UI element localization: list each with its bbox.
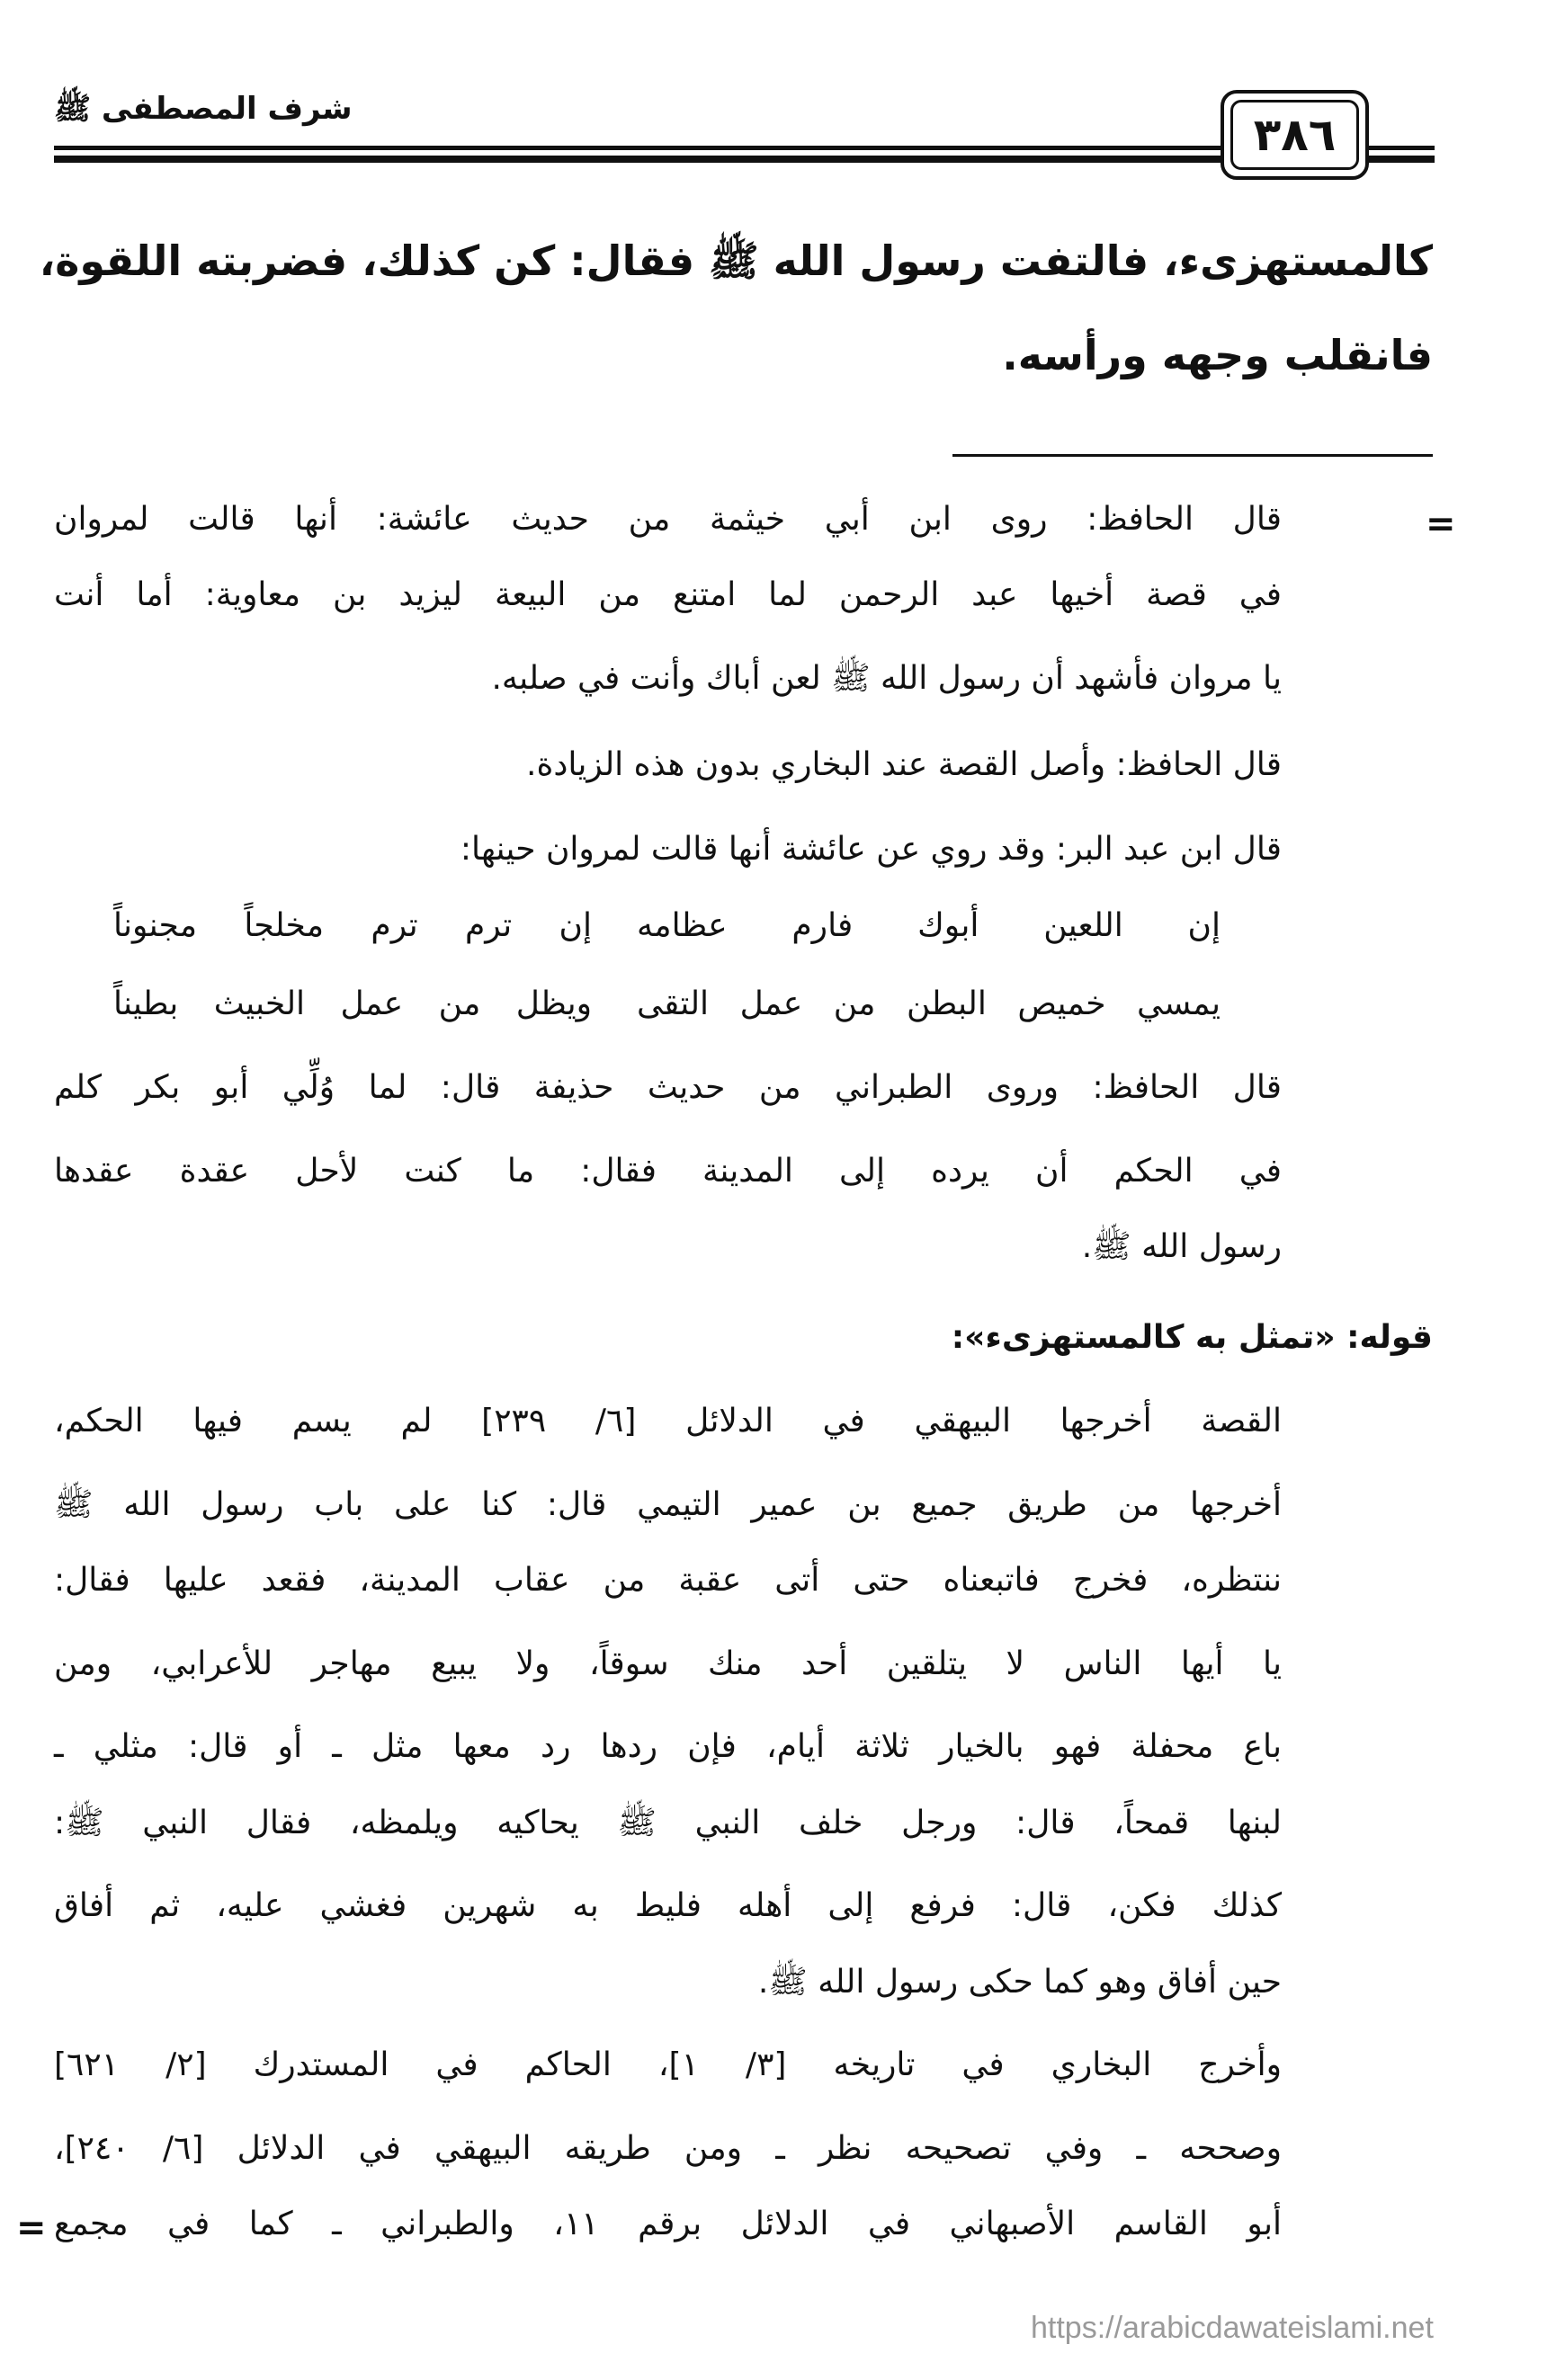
footnote-line: أخرجها من طريق جميع بن عمير التيمي قال: كنا على باب رسول الله ﷺ xyxy=(54,1486,1282,1524)
footnote-line: قال الحافظ: روى ابن أبي خيثمة من حديث عائشة: أنها قالت لمروان xyxy=(54,501,1282,539)
footnote-line: يا أيها الناس لا يتلقين أحد منك سوقاً، ولا يبيع مهاجر للأعرابي، ومن xyxy=(54,1645,1282,1683)
poem-hemistich-left: إن ترم ترم مخلجاً مجنوناً xyxy=(113,907,592,945)
footnote-line: رسول الله ﷺ. xyxy=(1081,1228,1282,1266)
footnote-line: وصححه ـ وفي تصحيحه نظر ـ ومن طريقه البيهقي في الدلائل [٦/ ٢٤٠]، xyxy=(54,2130,1282,2168)
footnote-line: في قصة أخيها عبد الرحمن لما امتنع من البيعة ليزيد بن معاوية: أما أنت xyxy=(54,576,1282,614)
footnote-heading: قوله: «تمثل به كالمستهزىء»: xyxy=(951,1319,1433,1357)
body-line: كالمستهزىء، فالتفت رسول الله ﷺ فقال: كن كذلك، فضربته اللقوة، xyxy=(39,236,1433,286)
footnote-separator xyxy=(952,454,1433,457)
page-number: ٣٨٦ xyxy=(1253,109,1337,161)
footnote-line: في الحكم أن يرده إلى المدينة فقال: ما كنت لأحل عقدة عقدها xyxy=(54,1153,1282,1190)
footnote-line: القصة أخرجها البيهقي في الدلائل [٦/ ٢٣٩] لم يسم فيها الحكم، xyxy=(54,1403,1282,1440)
footnote-line: باع محفلة فهو بالخيار ثلاثة أيام، فإن ردها رد معها مثل ـ أو قال: مثلي ـ xyxy=(54,1728,1282,1766)
footnote-line: أبو القاسم الأصبهاني في الدلائل برقم ١١، والطبراني ـ كما في مجمع xyxy=(54,2206,1282,2243)
running-head-title: شرف المصطفى ﷺ xyxy=(54,91,353,127)
footnote-line: قال الحافظ: وروى الطبراني من حديث حذيفة قال: لما وُلِّي أبو بكر كلم xyxy=(54,1069,1282,1107)
watermark: https://arabicdawateislami.net xyxy=(1031,2311,1434,2345)
footnote-line: حين أفاق وهو كما حكى رسول الله ﷺ. xyxy=(757,1964,1282,2001)
poem-hemistich-right: يمسي خميص البطن من عمل التقى xyxy=(637,985,1221,1023)
poem-hemistich-right: إن اللعين أبوك فارم عظامه xyxy=(637,907,1221,945)
footnote-line: يا مروان فأشهد أن رسول الله ﷺ لعن أباك وأنت في صلبه. xyxy=(491,660,1282,698)
continuation-mark: = xyxy=(1426,504,1456,545)
footnote-line: وأخرج البخاري في تاريخه [٣/ ١]، الحاكم في المستدرك [٢/ ٦٢١] xyxy=(54,2046,1283,2084)
footnote-line: قال الحافظ: وأصل القصة عند البخاري بدون هذه الزيادة. xyxy=(526,746,1282,784)
footnote-line: ننتظره، فخرج فاتبعناه حتى أتى عقبة من عقاب المدينة، فقعد عليها فقال: xyxy=(54,1562,1282,1600)
footnote-line: قال ابن عبد البر: وقد روي عن عائشة أنها قالت لمروان حينها: xyxy=(460,831,1282,869)
footnote-line: لبنها قمحاً، قال: ورجل خلف النبي ﷺ يحاكيه ويلمظه، فقال النبي ﷺ: xyxy=(54,1805,1282,1842)
page-number-box xyxy=(1221,90,1369,180)
poem-hemistich-left: ويظل من عمل الخبيث بطيناً xyxy=(113,985,592,1023)
footnote-line: كذلك فكن، قال: فرفع إلى أهله فليط به شهرين فغشي عليه، ثم أفاق xyxy=(54,1887,1282,1925)
continued-mark: = xyxy=(16,2207,47,2249)
body-line: فانقلب وجهه ورأسه. xyxy=(1002,331,1433,380)
